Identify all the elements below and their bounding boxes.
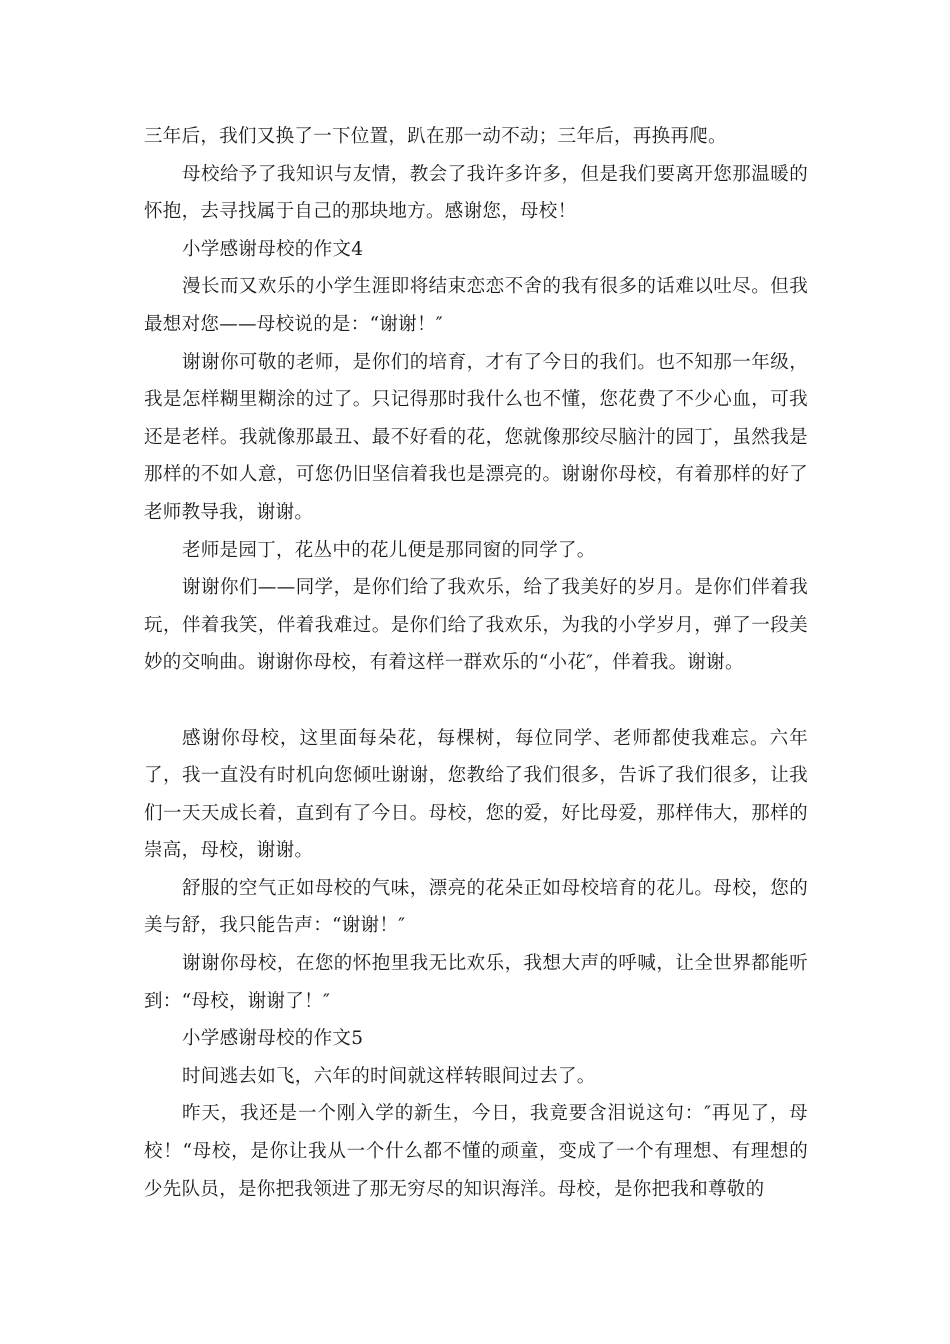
paragraph: 昨天，我还是一个刚入学的新生，今日，我竟要含泪说这句：″再见了，母校！“母校，是你让我从一个什么都不懂的顽童，变成了一个有理想、有理想的少先队员，是你把我领进了那无穷尽的知识海洋。母校，是你把我和尊敬的 [144,1103,808,1200]
paragraph: 谢谢你可敬的老师，是你们的培育，才有了今日的我们。也不知那一年级，我是怎样糊里糊涂的过了。只记得那时我什么也不懂，您花费了不少心血，可我还是老样。我就像那最丑、最不好看的花，您就像那绞尽脑汁的园丁，虽然我是那样的不如人意，可您仍旧坚信着我也是漂亮的。谢谢你母校，有着那样的好了老师教导我，谢谢。 [144,351,808,523]
blank-line [144,682,808,720]
section-heading: 小学感谢母校的作文4 [182,238,364,260]
paragraph: 舒服的空气正如母校的气味，漂亮的花朵正如母校培育的花儿。母校，您的美与舒，我只能告声：“谢谢！″ [144,877,808,937]
section-heading: 小学感谢母校的作文5 [182,1028,364,1050]
paragraph: 漫长而又欢乐的小学生涯即将结束恋恋不舍的我有很多的话难以吐尽。但我最想对您——母校说的是：“谢谢！″ [144,276,808,335]
paragraph: 母校给予了我知识与友情，教会了我许多许多，但是我们要离开您那温暖的怀抱，去寻找属于自己的那块地方。感谢您，母校！ [144,163,808,223]
paragraph: 老师是园丁，花丛中的花儿便是那同窗的同学了。 [182,539,596,561]
paragraph: 感谢你母校，这里面每朵花，每棵树，每位同学、老师都使我难忘。六年了，我一直没有时机向您倾吐谢谢，您教给了我们很多，告诉了我们很多，让我们一天天成长着，直到有了今日。母校，您的爱，好比母爱，那样伟大，那样的崇高，母校，谢谢。 [144,727,808,862]
paragraph-continuation: 三年后，我们又换了一下位置，趴在那一动不动；三年后，再换再爬。 [144,126,727,147]
paragraph: 谢谢你母校，在您的怀抱里我无比欢乐，我想大声的呼喊，让全世界都能听到：“母校，谢谢了！″ [144,953,808,1012]
document-page [144,118,808,1208]
paragraph: 谢谢你们——同学，是你们给了我欢乐，给了我美好的岁月。是你们伴着我玩，伴着我笑，伴着我难过。是你们给了我欢乐，为我的小学岁月，弹了一段美妙的交响曲。谢谢你母校，有着这样一群欢乐的“小花″，伴着我。谢谢。 [144,577,808,674]
paragraph: 时间逃去如飞，六年的时间就这样转眼间过去了。 [182,1065,596,1087]
